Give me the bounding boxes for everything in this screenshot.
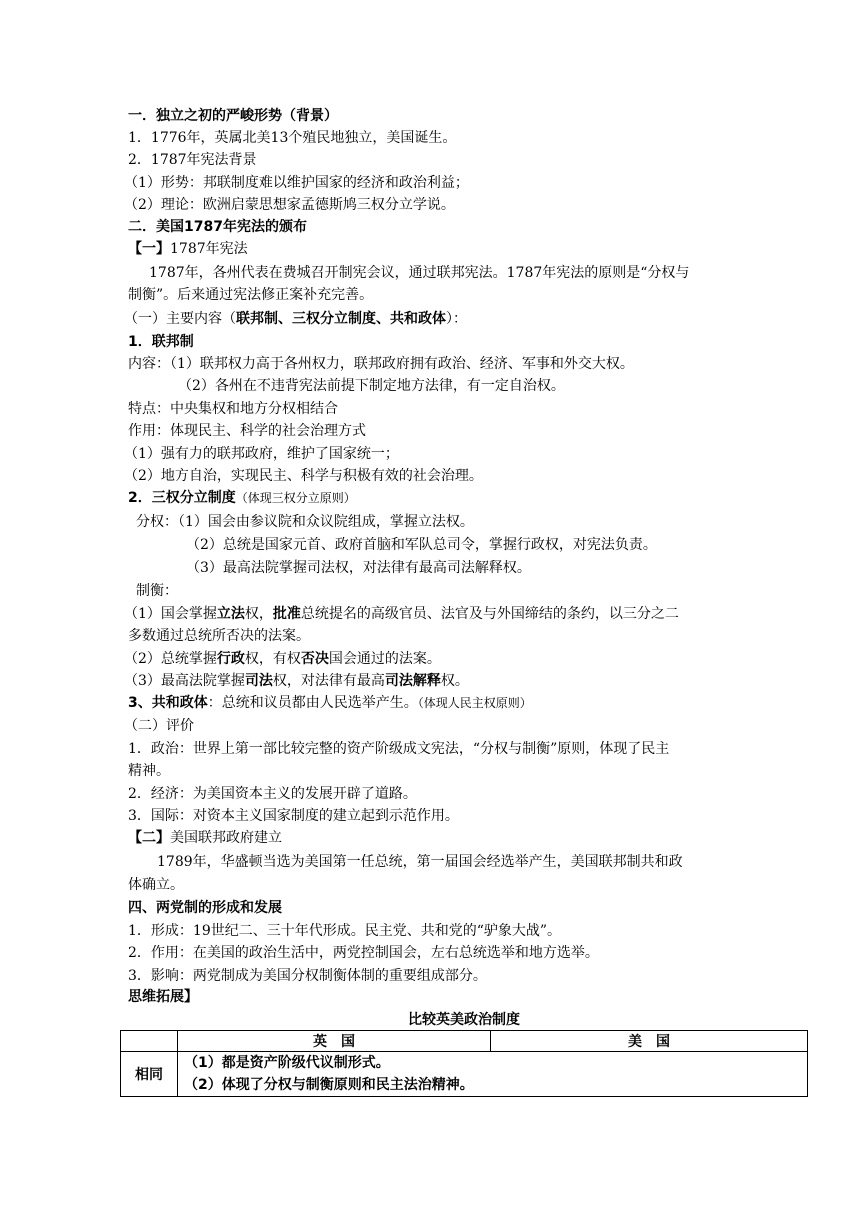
text-line: （2）理论：欧洲启蒙思想家孟德斯鸠三权分立学说。: [124, 197, 455, 213]
text-line: 1．1776年，英属北美13个殖民地独立，美国诞生。: [128, 130, 457, 146]
table-row: [121, 1052, 808, 1097]
text-run: （一）主要内容（: [124, 311, 236, 327]
row-label-same: 相同: [121, 1052, 178, 1097]
column-header-us: 美 国: [491, 1031, 808, 1052]
text-run-bold: 行政: [216, 651, 245, 667]
text-line: （3）最高法院掌握司法权，对法律有最高司法解释权。: [186, 560, 531, 576]
section-heading-background: 一．独立之初的严峻形势（背景）: [128, 108, 338, 124]
text-run-bold: 立法: [216, 606, 245, 622]
text-line: 分权：（1）国会由参议院和众议院组成，掌握立法权。: [136, 514, 474, 530]
paragraph-line: 1787年，各州代表在费城召开制宪会议，通过联邦宪法。1787年宪法的原则是“分权与: [149, 265, 690, 281]
paragraph-line: 制衡”。后来通过宪法修正案补充完善。: [128, 287, 374, 303]
text-run-bold: 联邦制、三权分立制度、共和政体: [236, 311, 446, 327]
same-point: （1）都是资产阶级代议制形式。: [184, 1055, 390, 1071]
section-heading-constitution: 二．美国1787年宪法的颁布: [128, 219, 307, 235]
subsection-title: 1787年宪法: [170, 241, 248, 257]
bracket-mark: 【一】: [128, 241, 170, 257]
text-run-note: （体现人民主权原则）: [417, 696, 532, 710]
text-run-bold: 司法解释: [384, 673, 441, 689]
text-line: （2）各州在不违背宪法前提下制定地方法律，有一定自治权。: [178, 378, 565, 394]
text-line: （2）地方自治，实现民主、科学与积极有效的社会治理。: [124, 468, 483, 484]
text-line: 2．1787年宪法背景: [128, 152, 257, 168]
text-run-bold: 司法: [244, 673, 273, 689]
text-run: 国会通过的法案。: [328, 651, 441, 667]
subsection-heading: [128, 827, 282, 849]
text-line: [124, 670, 469, 692]
text-run: 权，: [244, 606, 273, 622]
text-run-bold: 批准: [272, 606, 301, 622]
text-line: 1．形成：19世纪二、三十年代形成。民主党、共和党的“驴象大战”。: [128, 923, 562, 939]
text-run-bold: 3、共和政体: [128, 695, 208, 711]
comparison-table: [120, 1030, 808, 1097]
text-line: 内容：（1）联邦权力高于各州权力，联邦政府拥有政治、经济、军事和外交大权。: [128, 356, 634, 372]
paragraph-line: 1789年，华盛顿当选为美国第一任总统，第一届国会经选举产生，美国联邦制共和政: [157, 854, 683, 870]
text-run: （2）总统掌握: [124, 651, 217, 667]
main-content-heading: [124, 308, 467, 330]
same-points-cell: [178, 1052, 808, 1097]
text-run-bold: 2．三权分立制度: [128, 490, 236, 506]
text-line: 特点：中央集权和地方分权相结合: [128, 401, 338, 417]
text-line: 精神。: [128, 763, 170, 779]
subsection-heading: [128, 238, 248, 260]
text-line: 2．经济：为美国资本主义的发展开辟了道路。: [128, 786, 417, 802]
text-run: 权，有权: [244, 651, 301, 667]
text-line: 制衡：: [136, 583, 178, 599]
text-run: ：总统和议员都由人民选举产生。: [207, 695, 418, 711]
table-header-row: [121, 1031, 808, 1052]
text-run-bold: 否决: [300, 651, 329, 667]
text-line: 3．国际：对资本主义国家制度的建立起到示范作用。: [128, 808, 459, 824]
text-line: [124, 603, 679, 625]
column-header-uk: 英 国: [178, 1031, 491, 1052]
subheading-separation: [128, 487, 356, 509]
table-corner-cell: [121, 1031, 178, 1052]
text-line: （1）强有力的联邦政府，维护了国家统一；: [124, 446, 399, 462]
text-line: （1）形势：邦联制度难以维护国家的经济和政治利益；: [124, 175, 469, 191]
subheading-evaluation: （二）评价: [124, 718, 194, 734]
text-run: （3）最高法院掌握: [124, 673, 245, 689]
text-line: （2）总统是国家元首、政府首脑和军队总司令，掌握行政权，对宪法负责。: [186, 537, 657, 553]
paragraph-line: 体确立。: [128, 877, 184, 893]
bracket-mark: 【二】: [128, 830, 170, 846]
text-line: 作用：体现民主、科学的社会治理方式: [128, 423, 366, 439]
text-run-note: （体现三权分立原则）: [235, 491, 356, 505]
same-point: （2）体现了分权与制衡原则和民主法治精神。: [184, 1077, 474, 1093]
text-line: [124, 648, 441, 670]
text-line: 多数通过总统所否决的法案。: [128, 628, 310, 644]
text-run: 权，对法律有最高: [272, 673, 385, 689]
subheading-federalism: 1．联邦制: [128, 334, 194, 350]
text-line: 1．政治：世界上第一部比较完整的资产阶级成文宪法，“分权与制衡”原则，体现了民主: [128, 741, 670, 757]
table-title: 比较英美政治制度: [408, 1012, 520, 1028]
text-run: ）：: [446, 311, 467, 327]
section-heading-extension: 思维拓展】: [128, 989, 198, 1005]
text-run: 总统提名的高级官员、法官及与外国缔结的条约，以三分之二: [300, 606, 679, 622]
section-heading-two-party: 四、两党制的形成和发展: [128, 900, 282, 916]
subheading-republic: [128, 692, 532, 714]
text-line: 2．作用：在美国的政治生活中，两党控制国会，左右总统选举和地方选举。: [128, 945, 599, 961]
text-run: 权。: [440, 673, 469, 689]
text-line: 3．影响：两党制成为美国分权制衡体制的重要组成部分。: [128, 968, 487, 984]
text-run: （1）国会掌握: [124, 606, 217, 622]
subsection-title: 美国联邦政府建立: [170, 830, 282, 846]
